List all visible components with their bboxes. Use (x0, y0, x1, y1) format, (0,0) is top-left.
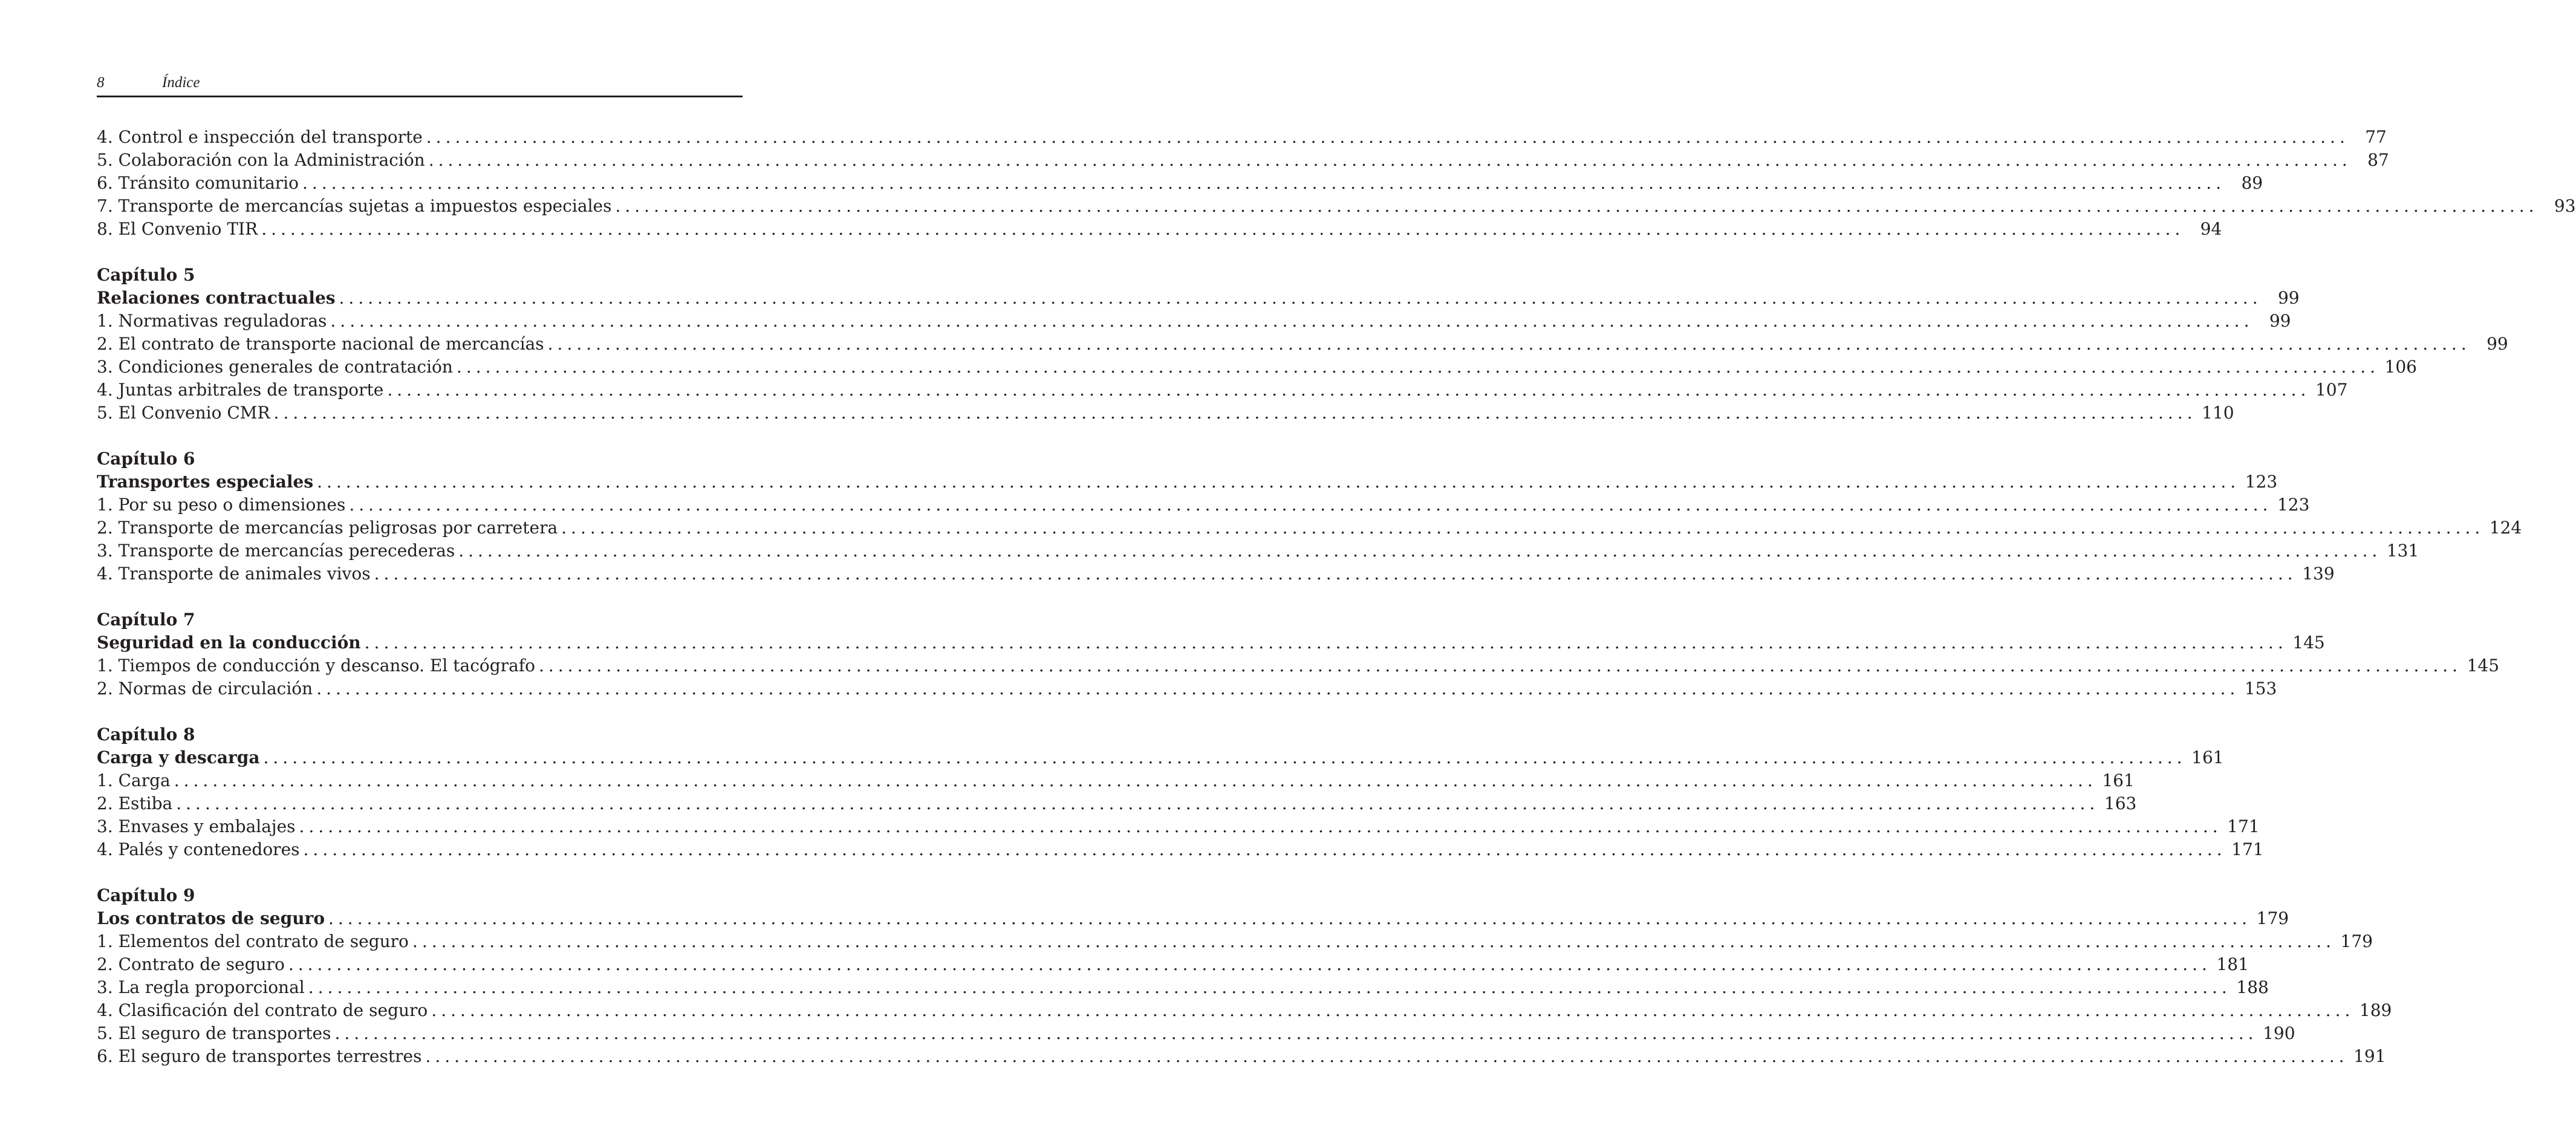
dot-leader: ........................................................................................................................................................................................................ (303, 839, 2226, 859)
toc-entry[interactable] (97, 999, 2392, 1022)
dot-leader: ........................................................................................................................................................................................................ (317, 472, 2240, 492)
dot-leader: ........................................................................................................................................................................................................ (387, 380, 2311, 400)
table-of-contents (97, 126, 2576, 1068)
dot-leader: ........................................................................................................................................................................................................ (538, 656, 2462, 676)
toc-entry-title: 5. El seguro de transportes (97, 1023, 331, 1043)
toc-entry-page: 107 (2315, 380, 2348, 400)
toc-entry[interactable] (97, 379, 2348, 402)
page-number: 8 (97, 74, 105, 91)
toc-entry-title: 2. Transporte de mercancías peligrosas por carretera (97, 518, 558, 538)
dot-leader: ........................................................................................................................................................................................................ (288, 954, 2211, 974)
toc-entry-page: 89 (2241, 173, 2263, 193)
toc-entry-title: 3. La regla proporcional (97, 977, 305, 997)
chapter-title-entry[interactable] (97, 746, 2224, 769)
toc-entry-title: 4. Juntas arbitrales de transporte (97, 380, 384, 400)
toc-entry-title: 1. Tiempos de conducción y descanso. El tacógrafo (97, 656, 535, 676)
toc-entry[interactable] (97, 218, 2222, 241)
toc-entry-page: 161 (2102, 770, 2135, 790)
toc-entry-title: 1. Carga (97, 770, 171, 790)
toc-entry-title: 6. El seguro de transportes terrestres (97, 1046, 422, 1066)
dot-leader: ........................................................................................................................................................................................................ (456, 357, 2379, 377)
chapter-heading: Capítulo 7 (97, 610, 195, 630)
toc-entry-title: 1. Elementos del contrato de seguro (97, 931, 409, 951)
toc-entry[interactable] (97, 356, 2417, 379)
toc-entry-page: 171 (2231, 839, 2264, 859)
toc-entry-page: 190 (2263, 1023, 2295, 1043)
dot-leader: ........................................................................................................................................................................................................ (547, 334, 2471, 354)
toc-entry[interactable] (97, 677, 2277, 700)
toc-entry-page: 191 (2353, 1046, 2386, 1066)
toc-entry-title: 8. El Convenio TIR (97, 219, 258, 239)
toc-entry-page: 171 (2227, 816, 2260, 836)
chapter-page: 161 (2191, 747, 2224, 767)
toc-entry-page: 94 (2200, 219, 2222, 239)
toc-entry-title: 2. Contrato de seguro (97, 954, 285, 974)
chapter-title: Seguridad en la conducción (97, 633, 361, 653)
toc-entry-page: 110 (2202, 403, 2234, 423)
dot-leader: ........................................................................................................................................................................................................ (330, 311, 2254, 331)
dot-leader: ........................................................................................................................................................................................................ (316, 679, 2240, 698)
chapter-section (97, 448, 2522, 585)
chapter-section (97, 608, 2500, 700)
toc-entry[interactable] (97, 562, 2335, 585)
chapter-section (97, 884, 2392, 1068)
toc-entry[interactable] (97, 149, 2389, 172)
chapter-heading: Capítulo 9 (97, 885, 195, 905)
toc-entry-title: 4. Palés y contenedores (97, 839, 300, 859)
toc-continuation (97, 126, 2576, 241)
toc-entry[interactable] (97, 516, 2522, 539)
dot-leader: ........................................................................................................................................................................................................ (374, 564, 2297, 584)
dot-leader: ........................................................................................................................................................................................................ (428, 150, 2352, 170)
dot-leader: ........................................................................................................................................................................................................ (328, 908, 2252, 928)
toc-entry[interactable] (97, 539, 2419, 562)
toc-entry-title: 6. Tránsito comunitario (97, 173, 299, 193)
dot-leader: ........................................................................................................................................................................................................ (431, 1000, 2355, 1020)
toc-entry-page: 189 (2359, 1000, 2392, 1020)
toc-entry-page: 145 (2467, 656, 2500, 676)
dot-leader: ........................................................................................................................................................................................................ (261, 219, 2185, 239)
dot-leader: ........................................................................................................................................................................................................ (334, 1023, 2258, 1043)
toc-entry-page: 99 (2487, 334, 2508, 354)
toc-entry-title: 3. Transporte de mercancías perecederas (97, 541, 455, 561)
toc-entry-page: 123 (2277, 495, 2310, 515)
chapter-page: 179 (2256, 908, 2289, 928)
toc-entry-title: 7. Transporte de mercancías sujetas a impuestos especiales (97, 196, 612, 216)
dot-leader: ........................................................................................................................................................................................................ (426, 127, 2349, 147)
book-page (97, 0, 2576, 1143)
toc-entry[interactable] (97, 333, 2508, 356)
toc-entry[interactable] (97, 493, 2310, 516)
chapter-title: Los contratos de seguro (97, 908, 325, 928)
toc-entry[interactable] (97, 815, 2260, 838)
dot-leader: ........................................................................................................................................................................................................ (364, 633, 2288, 653)
toc-entry[interactable] (97, 1022, 2295, 1045)
toc-entry[interactable] (97, 953, 2249, 976)
chapter-title: Relaciones contractuales (97, 288, 336, 308)
chapter-title-entry[interactable] (97, 631, 2325, 654)
chapter-title-entry[interactable] (97, 907, 2289, 930)
toc-entry-title: 3. Envases y embalajes (97, 816, 296, 836)
toc-entry-title: 2. El contrato de transporte nacional de mercancías (97, 334, 544, 354)
chapter-heading: Capítulo 8 (97, 725, 195, 744)
toc-entry[interactable] (97, 792, 2137, 815)
dot-leader: ........................................................................................................................................................................................................ (263, 747, 2187, 767)
dot-leader: ........................................................................................................................................................................................................ (273, 403, 2197, 423)
toc-entry-page: 163 (2104, 793, 2137, 813)
toc-entry[interactable] (97, 1045, 2386, 1068)
running-title: Índice (162, 74, 200, 91)
chapter-section (97, 723, 2264, 861)
toc-entry-page: 87 (2367, 150, 2389, 170)
toc-entry[interactable] (97, 310, 2291, 333)
toc-entry-title: 1. Por su peso o dimensiones (97, 495, 346, 515)
toc-entry-title: 2. Normas de circulación (97, 679, 313, 698)
dot-leader: ........................................................................................................................................................................................................ (615, 196, 2539, 216)
toc-entry-title: 5. Colaboración con la Administración (97, 150, 425, 170)
chapter-page: 99 (2277, 288, 2300, 308)
toc-entry[interactable] (97, 769, 2135, 792)
dot-leader: ........................................................................................................................................................................................................ (308, 977, 2231, 997)
toc-entry-page: 77 (2365, 127, 2387, 147)
chapter-heading: Capítulo 6 (97, 449, 195, 469)
dot-leader: ........................................................................................................................................................................................................ (349, 495, 2272, 515)
toc-entry[interactable] (97, 654, 2500, 677)
toc-entry-title: 3. Condiciones generales de contratación (97, 357, 453, 377)
toc-entry-page: 139 (2302, 564, 2335, 584)
toc-entry-page: 106 (2384, 357, 2417, 377)
toc-entry-title: 4. Transporte de animales vivos (97, 564, 371, 584)
chapter-section (97, 264, 2508, 425)
toc-entry[interactable] (97, 976, 2269, 999)
dot-leader: ........................................................................................................................................................................................................ (458, 541, 2382, 561)
dot-leader: ........................................................................................................................................................................................................ (176, 793, 2100, 813)
toc-entry-title: 1. Normativas reguladoras (97, 311, 327, 331)
dot-leader: ........................................................................................................................................................................................................ (302, 173, 2226, 193)
toc-entry-page: 131 (2386, 541, 2419, 561)
toc-entry[interactable] (97, 172, 2263, 195)
toc-entry[interactable] (97, 126, 2387, 149)
dot-leader: ........................................................................................................................................................................................................ (299, 816, 2222, 836)
dot-leader: ........................................................................................................................................................................................................ (561, 518, 2485, 538)
chapter-title-entry[interactable] (97, 471, 2278, 493)
toc-entry[interactable] (97, 838, 2264, 861)
chapter-page: 145 (2292, 633, 2325, 653)
toc-entry-title: 4. Control e inspección del transporte (97, 127, 423, 147)
toc-entry-title: 5. El Convenio CMR (97, 403, 270, 423)
chapter-title: Transportes especiales (97, 472, 314, 492)
toc-entry-title: 4. Clasificación del contrato de seguro (97, 1000, 428, 1020)
dot-leader: ........................................................................................................................................................................................................ (339, 288, 2262, 308)
toc-entry-page: 188 (2236, 977, 2269, 997)
dot-leader: ........................................................................................................................................................................................................ (412, 931, 2335, 951)
chapter-heading: Capítulo 5 (97, 265, 195, 285)
toc-entry[interactable] (97, 402, 2234, 425)
chapter-title: Carga y descarga (97, 747, 260, 767)
dot-leader: ........................................................................................................................................................................................................ (425, 1046, 2349, 1066)
toc-entry[interactable] (97, 930, 2373, 953)
toc-entry-page: 181 (2216, 954, 2249, 974)
dot-leader: ........................................................................................................................................................................................................ (174, 770, 2097, 790)
running-header (97, 71, 743, 97)
chapter-page: 123 (2245, 472, 2278, 492)
toc-entry-page: 99 (2269, 311, 2291, 331)
toc-entry-page: 124 (2489, 518, 2522, 538)
chapter-title-entry[interactable] (97, 287, 2300, 310)
toc-entry-page: 153 (2244, 679, 2277, 698)
toc-entry-page: 93 (2554, 196, 2576, 216)
toc-entry[interactable] (97, 195, 2576, 218)
toc-entry-page: 179 (2340, 931, 2373, 951)
toc-entry-title: 2. Estiba (97, 793, 173, 813)
